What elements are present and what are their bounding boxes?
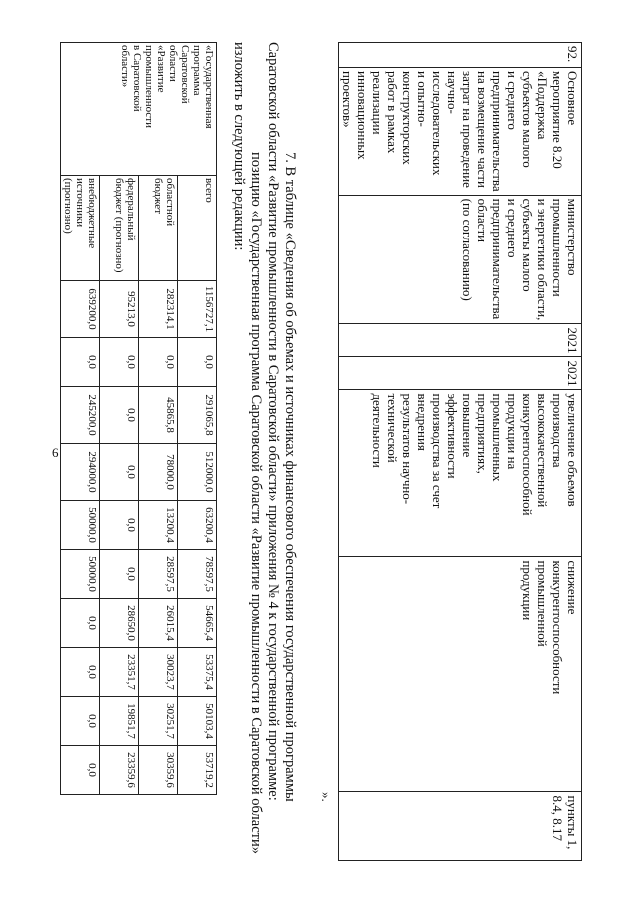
text-line: в Саратовской bbox=[131, 45, 143, 112]
closing-quote: ». bbox=[319, 792, 334, 802]
text-line: областной bbox=[164, 178, 176, 227]
value-cell: 23359,6 bbox=[100, 746, 139, 795]
text-line: конкурентоспособной bbox=[520, 393, 535, 516]
text-line: предпринимательства bbox=[490, 198, 505, 320]
funding-source bbox=[100, 176, 139, 281]
value-cell: 30359,6 bbox=[139, 746, 178, 795]
text-line: на возмещение части bbox=[475, 71, 490, 188]
text-line: технической bbox=[385, 393, 400, 463]
text-line: продукции bbox=[520, 560, 535, 621]
text-line: области bbox=[475, 198, 490, 243]
value-cell: 23351,7 bbox=[100, 648, 139, 697]
text-line: промышленной bbox=[535, 560, 550, 647]
text-line: предприятиях, bbox=[475, 393, 490, 474]
funding-source bbox=[61, 176, 100, 281]
text-line: и энергетики области, bbox=[535, 198, 550, 321]
text-line: исследовательских bbox=[430, 71, 445, 176]
non-implementation-consequences bbox=[339, 557, 582, 792]
text-line: предпринимательства bbox=[490, 71, 505, 192]
text-line: проектов» bbox=[340, 71, 355, 128]
program-name bbox=[61, 43, 217, 176]
text-line: повышение bbox=[460, 393, 475, 458]
text-line: федеральный bbox=[125, 178, 137, 241]
text-line: источники bbox=[74, 178, 86, 228]
value-cell: 512000,0 bbox=[178, 444, 217, 501]
text-line: научно- bbox=[445, 71, 460, 114]
value-cell: 63200,4 bbox=[178, 501, 217, 550]
value-cell: 78597,5 bbox=[178, 550, 217, 599]
text-line: инновационных bbox=[355, 71, 370, 160]
text-line: высококачественной bbox=[535, 393, 550, 508]
text-line: промышленных bbox=[490, 393, 505, 482]
text-line: (прогнозно) bbox=[62, 178, 74, 234]
value-cell: 0,0 bbox=[139, 338, 178, 387]
value-cell: 26015,4 bbox=[139, 599, 178, 648]
text-line: 8.4, 8.17 bbox=[550, 795, 565, 841]
text-line: внебюджетные bbox=[86, 178, 98, 249]
text-line: (по согласованию) bbox=[460, 198, 475, 301]
text-line: «Развитие bbox=[155, 45, 167, 93]
text-line: конструкторских bbox=[400, 71, 415, 165]
value-cell: 0,0 bbox=[61, 746, 100, 795]
text-line: конкурентоспособности bbox=[550, 560, 565, 695]
paragraph-line: изложить в следующей редакции: bbox=[231, 42, 247, 251]
finance-table bbox=[60, 42, 217, 795]
expected-result bbox=[339, 390, 582, 557]
value-cell: 54665,4 bbox=[178, 599, 217, 648]
related-points bbox=[339, 792, 582, 861]
paragraph-line: позицию «Государственная программа Саратовской области «Развитие промышленности в Саратовской области» bbox=[248, 152, 264, 854]
text-line: работ в рамках bbox=[385, 71, 400, 154]
value-cell: 0,0 bbox=[100, 550, 139, 599]
year-end: 2021 bbox=[339, 357, 582, 390]
text-line: промышленности bbox=[550, 198, 565, 297]
value-cell: 0,0 bbox=[61, 338, 100, 387]
value-cell: 0,0 bbox=[100, 501, 139, 550]
text-line: области bbox=[167, 45, 179, 82]
value-cell: 0,0 bbox=[61, 648, 100, 697]
page-number: 6 bbox=[52, 445, 59, 460]
measure-name bbox=[339, 68, 582, 196]
text-line: затрат на проведение bbox=[460, 71, 475, 188]
text-line: субъектов малого bbox=[520, 71, 535, 168]
value-cell: 28650,0 bbox=[100, 599, 139, 648]
text-line: увеличение объемов bbox=[565, 393, 580, 507]
value-cell: 28597,5 bbox=[139, 550, 178, 599]
value-cell: 639200,0 bbox=[61, 281, 100, 338]
text-line: «Поддержка bbox=[535, 71, 550, 140]
rotated-page-content bbox=[62, 42, 582, 862]
paragraph-line: Саратовской области «Развитие промышленности в Саратовской области» приложения № 4 к государственной программе: bbox=[265, 42, 281, 801]
text-line: области» bbox=[119, 45, 131, 88]
text-line: министерство bbox=[565, 198, 580, 276]
text-line: Основное bbox=[565, 71, 580, 126]
value-cell: 294000,0 bbox=[61, 444, 100, 501]
value-cell: 45865,8 bbox=[139, 387, 178, 444]
text-line: внедрения bbox=[415, 393, 430, 451]
funding-source bbox=[178, 176, 217, 281]
year-start: 2021 bbox=[339, 324, 582, 357]
paragraph-line: 7. В таблице «Сведения об объемах и источниках финансового обеспечения государственной программы bbox=[282, 152, 298, 802]
measure-table bbox=[338, 42, 582, 861]
value-cell: 50000,0 bbox=[61, 501, 100, 550]
text-line: бюджет (прогнозно) bbox=[113, 178, 125, 273]
text-line: и опытно- bbox=[415, 71, 430, 127]
value-cell: 282314,1 bbox=[139, 281, 178, 338]
text-line: программа bbox=[191, 45, 203, 96]
value-cell: 0,0 bbox=[61, 697, 100, 746]
text-line: реализации bbox=[370, 71, 385, 135]
value-cell: 78000,0 bbox=[139, 444, 178, 501]
text-line: и среднего bbox=[505, 71, 520, 130]
value-cell: 0,0 bbox=[61, 599, 100, 648]
amendment-paragraph bbox=[230, 42, 298, 852]
row-number: 92. bbox=[339, 43, 582, 68]
value-cell: 245200,0 bbox=[61, 387, 100, 444]
text-line: мероприятие 8.20 bbox=[550, 71, 565, 169]
value-cell: 95213,0 bbox=[100, 281, 139, 338]
value-cell: 0,0 bbox=[100, 338, 139, 387]
value-cell: 13200,4 bbox=[139, 501, 178, 550]
text-line: промышленности bbox=[143, 45, 155, 128]
text-line: производства bbox=[550, 393, 565, 468]
value-cell: 30251,7 bbox=[139, 697, 178, 746]
value-cell: 30023,7 bbox=[139, 648, 178, 697]
value-cell: 53719,2 bbox=[178, 746, 217, 795]
text-line: всего bbox=[203, 178, 215, 203]
text-line: субъекты малого bbox=[520, 198, 535, 292]
table-row bbox=[339, 43, 582, 861]
text-line: результатов научно- bbox=[400, 393, 415, 505]
value-cell: 53375,4 bbox=[178, 648, 217, 697]
value-cell: 0,0 bbox=[100, 387, 139, 444]
funding-source bbox=[139, 176, 178, 281]
text-line: и среднего bbox=[505, 198, 520, 258]
value-cell: 0,0 bbox=[178, 338, 217, 387]
text-line: Саратовской bbox=[179, 45, 191, 104]
text-line: продукции на bbox=[505, 393, 520, 470]
text-line: деятельности bbox=[370, 393, 385, 468]
value-cell: 291065,8 bbox=[178, 387, 217, 444]
table-row bbox=[178, 43, 217, 795]
text-line: «Государственная bbox=[203, 45, 215, 129]
text-line: производства за счет bbox=[430, 393, 445, 509]
value-cell: 50103,4 bbox=[178, 697, 217, 746]
text-line: пункты 1, bbox=[565, 795, 580, 850]
value-cell: 0,0 bbox=[100, 444, 139, 501]
value-cell: 50000,0 bbox=[61, 550, 100, 599]
text-line: снижение bbox=[565, 560, 580, 615]
value-cell: 19851,7 bbox=[100, 697, 139, 746]
executor bbox=[339, 195, 582, 324]
value-cell: 1156727,1 bbox=[178, 281, 217, 338]
text-line: бюджет bbox=[152, 178, 164, 214]
text-line: эффективности bbox=[445, 393, 460, 479]
